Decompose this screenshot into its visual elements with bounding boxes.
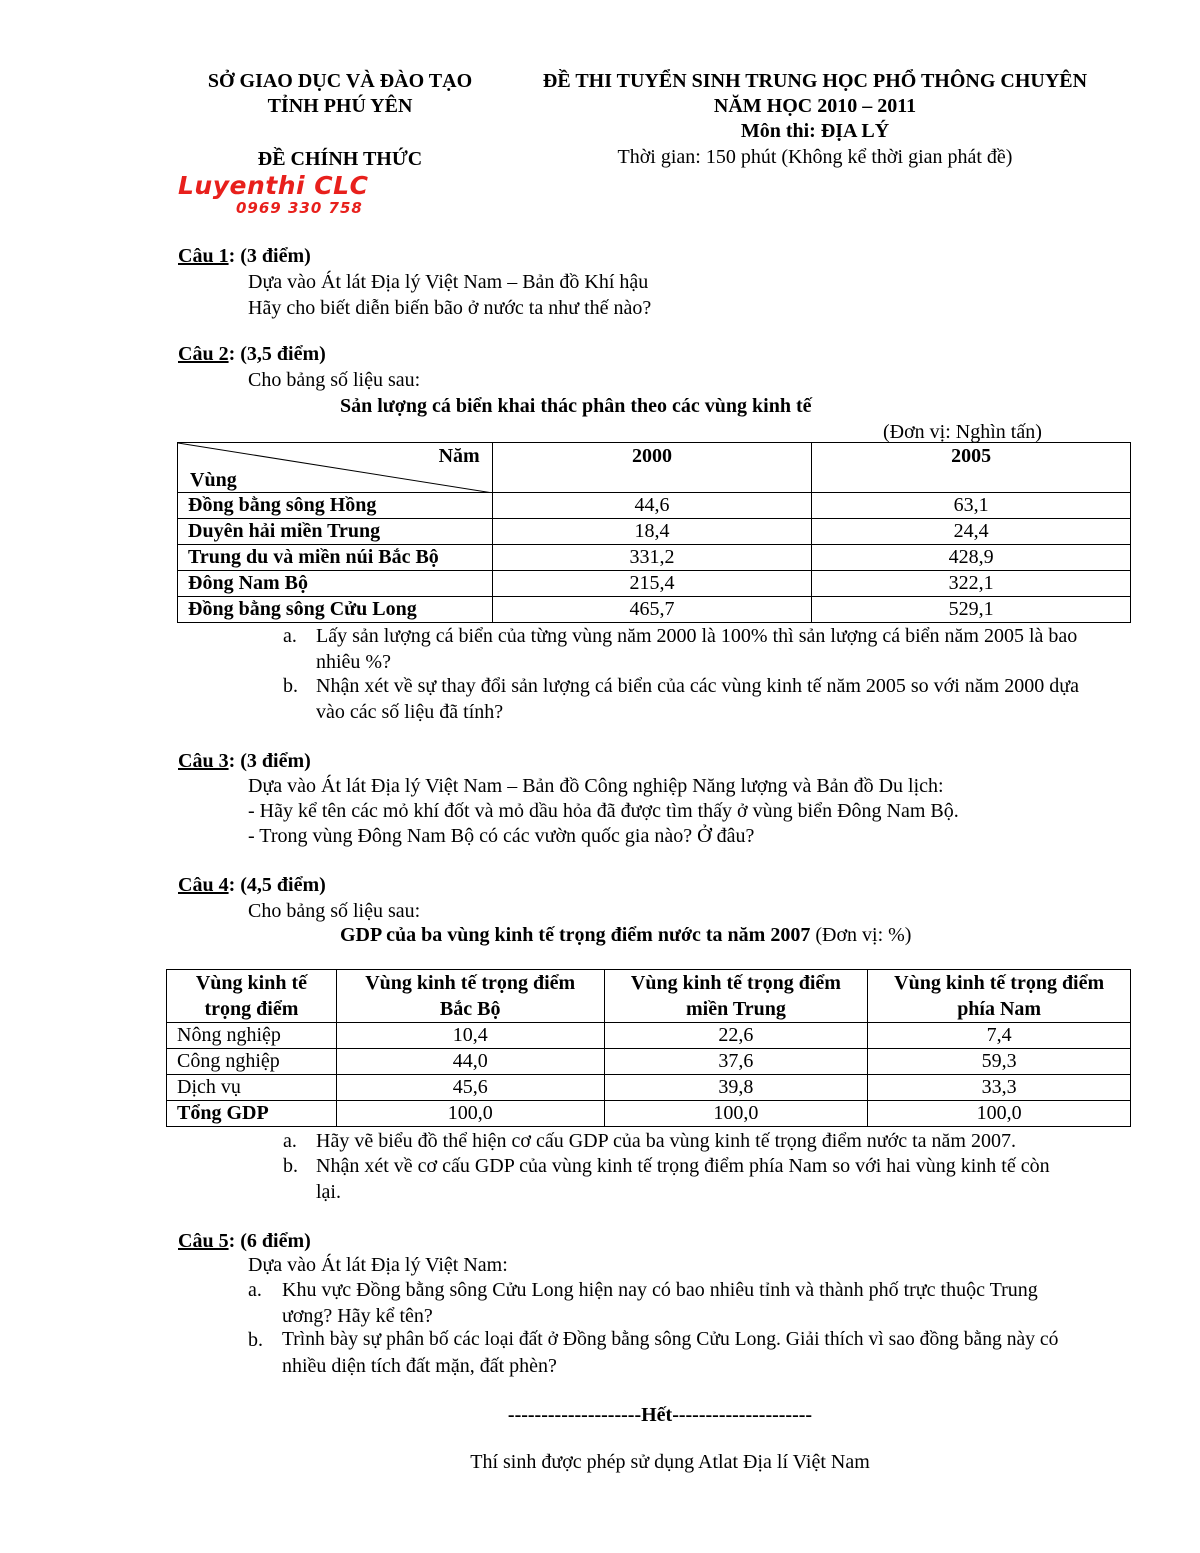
sector-cell: Dịch vụ bbox=[167, 1075, 337, 1101]
q2-points: : (3,5 điểm) bbox=[228, 343, 326, 365]
q3-line1: Dựa vào Át lát Địa lý Việt Nam – Bản đồ Công nghiệp Năng lượng và Bản đồ Du lịch: bbox=[248, 775, 944, 797]
q5-a-line2: ương? Hãy kể tên? bbox=[282, 1305, 433, 1327]
q4-head-mien-trung-l1: Vùng kinh tế trọng điểm bbox=[630, 972, 841, 994]
table-row bbox=[167, 1101, 1131, 1127]
q3-line2: - Hãy kể tên các mỏ khí đốt và mỏ dầu hỏa đã được tìm thấy ở vùng biển Đông Nam Bộ. bbox=[248, 800, 959, 822]
q4-table-header bbox=[167, 970, 1131, 1023]
q2-a-line1: Lấy sản lượng cá biển của từng vùng năm 2000 là 100% thì sản lượng cá biển năm 2005 là bao bbox=[316, 625, 1078, 647]
q4-intro: Cho bảng số liệu sau: bbox=[248, 900, 421, 922]
logo-phone: 0969 330 758 bbox=[236, 199, 363, 217]
phia-nam-cell: 59,3 bbox=[868, 1049, 1131, 1075]
mien-trung-cell: 37,6 bbox=[604, 1049, 868, 1075]
q3-label: Câu 3 bbox=[178, 750, 229, 772]
q2-b-marker: b. bbox=[283, 675, 298, 697]
q5-b-line2: nhiều diện tích đất mặn, đất phèn? bbox=[282, 1355, 557, 1377]
q4-points: : (4,5 điểm) bbox=[228, 874, 326, 896]
value-2000-cell: 44,6 bbox=[492, 493, 812, 519]
value-2005-cell: 529,1 bbox=[812, 597, 1131, 623]
q5-item-b bbox=[248, 1327, 1130, 1379]
bac-bo-cell: 45,6 bbox=[336, 1075, 604, 1101]
official-label: ĐỀ CHÍNH THỨC bbox=[257, 148, 423, 170]
sector-cell: Tổng GDP bbox=[167, 1101, 337, 1127]
region-cell: Đồng bằng sông Hồng bbox=[178, 493, 493, 519]
watermark-logo bbox=[178, 172, 398, 216]
q5-points: : (6 điểm) bbox=[228, 1230, 311, 1252]
q4-head-bac-bo bbox=[336, 970, 604, 1023]
q2-b-line2: vào các số liệu đã tính? bbox=[316, 701, 504, 723]
q4-table-title: GDP của ba vùng kinh tế trọng điểm nước ta năm 2007 bbox=[340, 924, 811, 946]
q2-a-line2: nhiêu %? bbox=[316, 651, 391, 673]
logo-name: Luyenthi CLC bbox=[178, 171, 369, 200]
table-row bbox=[178, 597, 1131, 623]
q4-head-phia-nam-l2: phía Nam bbox=[957, 998, 1042, 1020]
mien-trung-cell: 39,8 bbox=[604, 1075, 868, 1101]
q2-table-title: Sản lượng cá biển khai thác phân theo các vùng kinh tế bbox=[340, 395, 812, 417]
exam-title: ĐỀ THI TUYỂN SINH TRUNG HỌC PHỔ THÔNG CHUYÊN bbox=[542, 70, 1088, 92]
q2-corner-region: Vùng bbox=[190, 469, 237, 491]
q2-label: Câu 2 bbox=[178, 343, 229, 365]
q4-heading bbox=[178, 872, 326, 898]
q2-table bbox=[177, 442, 1131, 623]
q4-head-region bbox=[167, 970, 337, 1023]
q5-a-line1: Khu vực Đồng bằng sông Cửu Long hiện nay có bao nhiêu tỉnh và thành phố trực thuộc Trung bbox=[282, 1279, 1038, 1301]
q4-head-region-l2: trọng điểm bbox=[204, 998, 299, 1020]
bac-bo-cell: 10,4 bbox=[336, 1023, 604, 1049]
q5-label: Câu 5 bbox=[178, 1230, 229, 1252]
q4-table-caption bbox=[340, 922, 911, 948]
q1-line1: Dựa vào Át lát Địa lý Việt Nam – Bản đồ Khí hậu bbox=[248, 271, 649, 293]
table-row bbox=[178, 545, 1131, 571]
q4-unit: (Đơn vị: %) bbox=[810, 924, 912, 946]
q2-unit: (Đơn vị: Nghìn tấn) bbox=[883, 421, 1042, 443]
q4-item-a bbox=[283, 1128, 1130, 1154]
q4-b-marker: b. bbox=[283, 1155, 298, 1177]
table-row bbox=[178, 571, 1131, 597]
value-2000-cell: 465,7 bbox=[492, 597, 812, 623]
q4-item-b bbox=[283, 1153, 1130, 1205]
q2-item-b bbox=[283, 673, 1130, 725]
q2-corner-year: Năm bbox=[438, 445, 480, 467]
q1-line2: Hãy cho biết diễn biến bão ở nước ta như thế nào? bbox=[248, 297, 652, 319]
table-row bbox=[178, 519, 1131, 545]
end-marker: --------------------Hết--------------------- bbox=[507, 1404, 813, 1426]
value-2005-cell: 63,1 bbox=[812, 493, 1131, 519]
q3-heading bbox=[178, 748, 311, 774]
q2-corner-cell bbox=[178, 443, 493, 493]
q4-a-line1: Hãy vẽ biểu đồ thể hiện cơ cấu GDP của ba vùng kinh tế trọng điểm nước ta năm 2007. bbox=[316, 1130, 1016, 1152]
value-2000-cell: 215,4 bbox=[492, 571, 812, 597]
phia-nam-cell: 100,0 bbox=[868, 1101, 1131, 1127]
q1-label: Câu 1 bbox=[178, 245, 229, 267]
q1-points: : (3 điểm) bbox=[228, 245, 311, 267]
region-cell: Đồng bằng sông Cửu Long bbox=[178, 597, 493, 623]
province-name: TỈNH PHÚ YÊN bbox=[267, 95, 413, 117]
mien-trung-cell: 22,6 bbox=[604, 1023, 868, 1049]
phia-nam-cell: 33,3 bbox=[868, 1075, 1131, 1101]
q4-head-bac-bo-l2: Bắc Bộ bbox=[439, 998, 501, 1020]
region-cell: Trung du và miền núi Bắc Bộ bbox=[178, 545, 493, 571]
q2-b-line1: Nhận xét về sự thay đổi sản lượng cá biển của các vùng kinh tế năm 2005 so với năm 2000 dựa bbox=[316, 675, 1079, 697]
q2-year-2000: 2000 bbox=[492, 443, 812, 493]
q4-b-line2: lại. bbox=[316, 1181, 341, 1203]
bac-bo-cell: 44,0 bbox=[336, 1049, 604, 1075]
q2-year-2005: 2005 bbox=[812, 443, 1131, 493]
region-cell: Đông Nam Bộ bbox=[178, 571, 493, 597]
table-row bbox=[178, 493, 1131, 519]
time-limit: Thời gian: 150 phút (Không kể thời gian phát đề) bbox=[617, 146, 1013, 168]
q4-table bbox=[166, 969, 1131, 1127]
q4-b-line1: Nhận xét về cơ cấu GDP của vùng kinh tế trọng điểm phía Nam so với hai vùng kinh tế còn bbox=[316, 1155, 1050, 1177]
table-row bbox=[167, 1023, 1131, 1049]
region-cell: Duyên hải miền Trung bbox=[178, 519, 493, 545]
table-row bbox=[167, 1075, 1131, 1101]
q3-line3: - Trong vùng Đông Nam Bộ có các vườn quốc gia nào? Ở đâu? bbox=[248, 825, 755, 847]
footer-note: Thí sinh được phép sử dụng Atlat Địa lí Việt Nam bbox=[470, 1451, 870, 1473]
q5-b-line1: Trình bày sự phân bố các loại đất ở Đồng bằng sông Cửu Long. Giải thích vì sao đồng bằng này có bbox=[282, 1329, 1059, 1350]
bac-bo-cell: 100,0 bbox=[336, 1101, 604, 1127]
q5-intro: Dựa vào Át lát Địa lý Việt Nam: bbox=[248, 1254, 508, 1276]
q4-label: Câu 4 bbox=[178, 874, 229, 896]
q5-a-marker: a. bbox=[248, 1279, 262, 1301]
q2-item-a bbox=[283, 623, 1130, 675]
q4-head-region-l1: Vùng kinh tế bbox=[195, 972, 307, 994]
department-name: SỞ GIAO DỤC VÀ ĐÀO TẠO bbox=[207, 70, 473, 92]
q4-head-phia-nam-l1: Vùng kinh tế trọng điểm bbox=[894, 972, 1105, 994]
value-2005-cell: 322,1 bbox=[812, 571, 1131, 597]
q5-heading bbox=[178, 1228, 311, 1254]
q2-heading bbox=[178, 341, 326, 367]
school-year: NĂM HỌC 2010 – 2011 bbox=[713, 95, 917, 117]
phia-nam-cell: 7,4 bbox=[868, 1023, 1131, 1049]
q4-head-mien-trung-l2: miền Trung bbox=[686, 998, 786, 1020]
q2-table-header bbox=[178, 443, 1131, 493]
value-2005-cell: 24,4 bbox=[812, 519, 1131, 545]
value-2005-cell: 428,9 bbox=[812, 545, 1131, 571]
q4-head-mien-trung bbox=[604, 970, 868, 1023]
sector-cell: Nông nghiệp bbox=[167, 1023, 337, 1049]
value-2000-cell: 18,4 bbox=[492, 519, 812, 545]
q1-heading bbox=[178, 243, 311, 269]
q2-intro: Cho bảng số liệu sau: bbox=[248, 369, 421, 391]
sector-cell: Công nghiệp bbox=[167, 1049, 337, 1075]
q2-a-marker: a. bbox=[283, 625, 297, 647]
mien-trung-cell: 100,0 bbox=[604, 1101, 868, 1127]
q4-head-phia-nam bbox=[868, 970, 1131, 1023]
q5-b-marker: b. bbox=[248, 1329, 263, 1351]
q5-item-a bbox=[248, 1277, 1130, 1329]
q4-a-marker: a. bbox=[283, 1130, 297, 1152]
table-row bbox=[167, 1049, 1131, 1075]
subject: Môn thi: ĐỊA LÝ bbox=[740, 120, 890, 142]
q4-head-bac-bo-l1: Vùng kinh tế trọng điểm bbox=[365, 972, 576, 994]
value-2000-cell: 331,2 bbox=[492, 545, 812, 571]
q3-points: : (3 điểm) bbox=[228, 750, 311, 772]
